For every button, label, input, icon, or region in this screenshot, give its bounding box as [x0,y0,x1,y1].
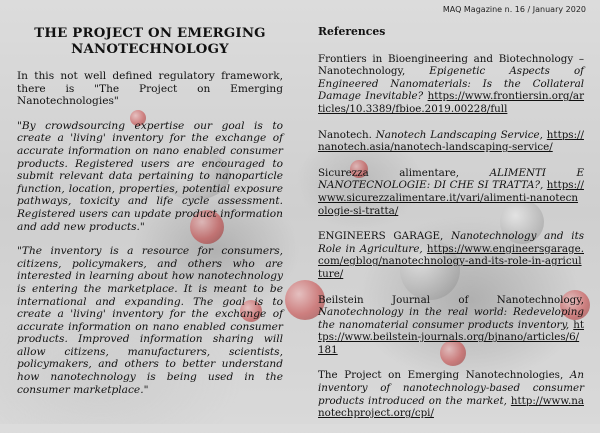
quote-paragraph-2: "The inventory is a resource for consumers, citizens, policymakers, and others who are interested in learning about how nanotechnology is entering the marketplace. It is meant to be international and expanding. The goal is to create a 'living' inventory for the exchange of accurate information on nano enabled consumer products. Improved information sharing will allow citizens, manufacturers, scientists, policymakers, and others to better understand how nanotechnology is being used in the consumer marketplace." [17,245,283,396]
reference-source: Frontiers in Bioengineering and Biotechnology – Nanotechnology, [318,52,584,78]
reference-title: ALIMENTI E NANOTECNOLOGIE: DI CHE SI TRATTA?, [318,166,584,192]
reference-item [318,230,584,280]
reference-title: An inventory of nanotechnology-based consumer products introduced on the market, [318,369,584,407]
reference-item [318,53,584,116]
reference-title: Epigenetic Aspects of Engineered Nanomaterials: Is the Collateral Damage Inevitable? [318,65,584,103]
magazine-issue: MAQ Magazine n. 16 / January 2020 [442,5,586,14]
reference-item [318,369,584,419]
intro-paragraph: In this not well defined regulatory framework, there is "The Project on Emerging Nanotechnologies" [17,70,283,108]
reference-item [318,167,584,217]
reference-link[interactable]: http://www.nanotechproject.org/cpi/ [318,394,584,420]
quote-paragraph-1: "By crowdsourcing expertise our goal is to create a 'living' inventory for the exchange of accurate information on nano enabled consumer products. Registered users are encouraged to submit relevant data pertaining to nanoparticle function, location, properties, potential exposure pathways, toxicity and life cycle assessment. Registered users can update product information and add new products." [17,119,283,233]
references-heading: References [318,25,386,38]
reference-link[interactable]: https://www.engineersgarage.com/egblog/nanotechnology-and-its-role-in-agriculture/ [318,242,584,280]
references-column [318,26,584,433]
reference-item [318,294,584,357]
reference-title: Nanotechnology in the real world: Redeveloping the nanomaterial consumer products inventory, [318,306,584,331]
article-title: THE PROJECT ON EMERGING NANOTECHNOLOGY [34,26,266,57]
reference-link[interactable]: https://www.frontiersin.org/articles/10.3389/fbioe.2019.00228/full [318,90,584,115]
reference-source: ENGINEERS GARAGE, [318,230,444,243]
reference-title: Nanotechnology and its Role in Agriculture, [318,230,584,255]
reference-source: Nanotech. [318,128,372,141]
reference-source: The Project on Emerging Nanotechnologies, [318,369,564,382]
reference-item [318,129,584,154]
reference-source: Sicurezza alimentare, [318,166,460,179]
reference-link[interactable]: https://nanotech.asia/nanotech-landscaping-service/ [318,128,584,154]
reference-title: Nanotech Landscaping Service, [375,128,543,141]
reference-source: Beilstein Journal of Nanotechnology, [318,293,584,306]
article-column [17,26,283,408]
reference-link[interactable]: https://www.beilstein-journals.org/bjnano/articles/6/181 [318,318,584,356]
reference-link[interactable]: https://www.sicurezzalimentare.it/vari/alimenti-nanotecnologie-si-tratta/ [318,179,584,217]
